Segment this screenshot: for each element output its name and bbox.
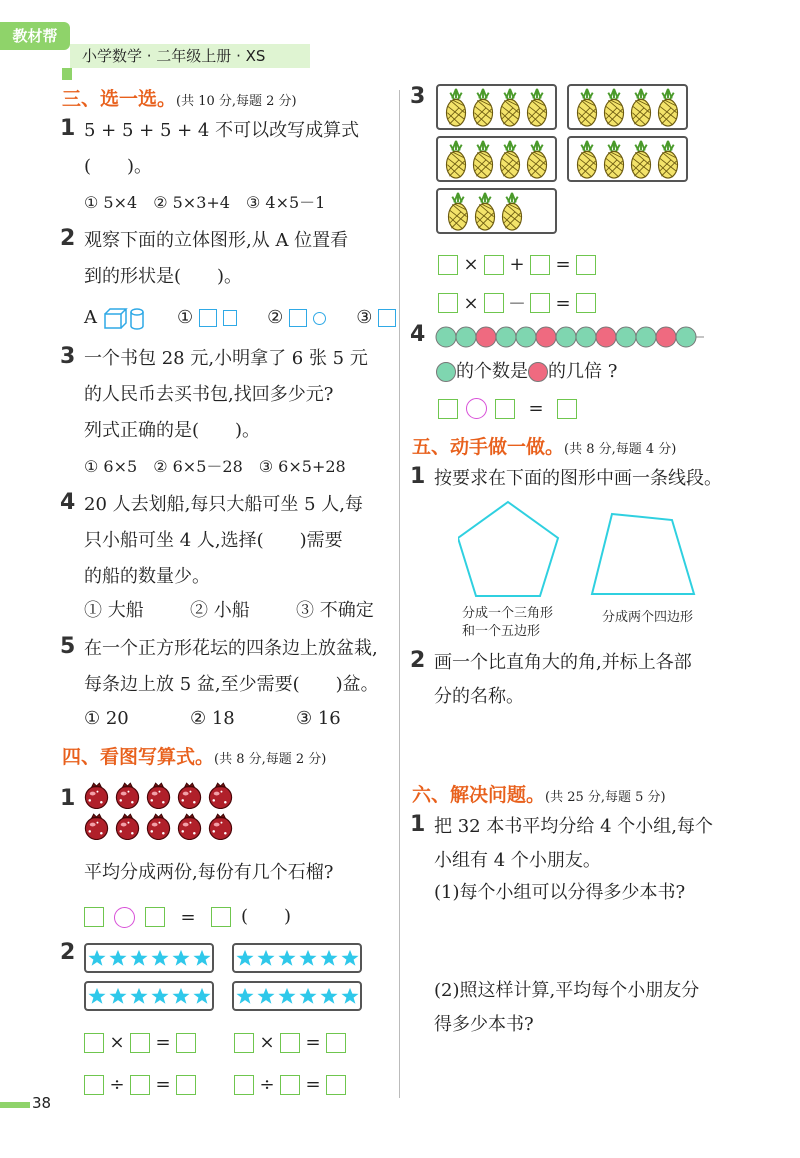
- divide-sign: ÷: [109, 1074, 125, 1095]
- answer-box[interactable]: [280, 1075, 300, 1095]
- header-accent: [62, 68, 72, 80]
- q4-3-row-2: [438, 290, 596, 316]
- answer-box[interactable]: [495, 399, 515, 419]
- pineapple-icon: [498, 87, 522, 127]
- pineapple-icon: [498, 139, 522, 179]
- star-icon: [88, 949, 106, 967]
- circle-shape-icon: [313, 312, 326, 325]
- bead-string: [434, 324, 706, 350]
- pineapple-card: [436, 188, 557, 234]
- divide-sign: ÷: [259, 1074, 275, 1095]
- q5-2-line1: 画一个比直角大的角,并标上各部: [434, 652, 692, 673]
- pomegranate-icon: [175, 813, 204, 840]
- answer-box[interactable]: [484, 293, 504, 313]
- q3-3-number: 3: [60, 344, 76, 369]
- answer-box[interactable]: [130, 1075, 150, 1095]
- position-a-label: A: [84, 307, 97, 328]
- star-icon: [257, 949, 275, 967]
- q3-2-options: [84, 303, 396, 333]
- section-6-heading: 六、解决问题。(共 25 分,每题 5 分): [412, 784, 666, 806]
- square-shape-icon: [289, 309, 307, 327]
- square-shape-icon: [378, 309, 396, 327]
- q3-4-line1: 20 人去划船,每只大船可坐 5 人,每: [84, 494, 363, 515]
- times-sign: ×: [463, 292, 479, 314]
- equals-sign: =: [155, 1032, 171, 1053]
- pineapple-cards: [436, 84, 688, 234]
- operator-circle[interactable]: [466, 398, 487, 419]
- pineapple-card: [567, 84, 688, 130]
- answer-box[interactable]: [84, 1075, 104, 1095]
- q4-1-answer-row: [84, 902, 291, 932]
- pineapple-icon: [525, 139, 549, 179]
- pineapple-card: [436, 136, 557, 182]
- pentagon-shape[interactable]: [458, 502, 558, 596]
- q3-5-line2: 每条边上放 5 盆,至少需要( )盆。: [84, 674, 379, 695]
- star-icon: [299, 987, 317, 1005]
- answer-box[interactable]: [576, 293, 596, 313]
- pink-bead-icon: [528, 362, 548, 382]
- option-1-label: ①: [177, 307, 194, 328]
- answer-box[interactable]: [557, 399, 577, 419]
- star-icon: [172, 949, 190, 967]
- section-5-heading: 五、动手做一做。(共 8 分,每题 4 分): [412, 436, 677, 458]
- q6-1-line1: 把 32 本书平均分给 4 个小组,每个: [434, 816, 713, 837]
- answer-box[interactable]: [438, 255, 458, 275]
- star-icon: [109, 949, 127, 967]
- pineapple-icon: [444, 87, 468, 127]
- q6-1-number: 1: [410, 812, 426, 837]
- times-sign: ×: [109, 1032, 125, 1053]
- section-4-score: (共 8 分,每题 2 分): [214, 752, 327, 767]
- q6-1-sub2-line2: 得多少本书?: [434, 1014, 534, 1035]
- pineapple-icon: [575, 87, 599, 127]
- quadrilateral-shape[interactable]: [592, 514, 694, 594]
- q5-1-number: 1: [410, 464, 426, 489]
- section-4-heading: 四、看图写算式。(共 8 分,每题 2 分): [62, 746, 327, 768]
- q3-5-line1: 在一个正方形花坛的四条边上放盆栽,: [84, 638, 378, 659]
- plus-sign: +: [509, 254, 525, 275]
- pineapple-icon: [602, 87, 626, 127]
- equals-sign: =: [305, 1074, 321, 1095]
- star-icon: [320, 987, 338, 1005]
- star-icon: [341, 987, 359, 1005]
- pomegranate-icon: [113, 782, 142, 809]
- q3-3-options: ① 6×5 ② 6×5－28 ③ 6×5+28: [84, 457, 346, 476]
- answer-box[interactable]: [438, 399, 458, 419]
- star-icon: [109, 987, 127, 1005]
- q4-4-question: [436, 357, 617, 387]
- answer-box[interactable]: [176, 1033, 196, 1053]
- equals-sign: =: [555, 292, 571, 314]
- pineapple-icon: [444, 139, 468, 179]
- q4-1-question: 平均分成两份,每份有几个石榴?: [84, 862, 334, 883]
- star-icon: [151, 987, 169, 1005]
- q4-3-number: 3: [410, 84, 426, 109]
- pineapple-icon: [629, 139, 653, 179]
- q3-2-line2: 到的形状是( )。: [84, 266, 243, 287]
- answer-box[interactable]: [130, 1033, 150, 1053]
- answer-box[interactable]: [280, 1033, 300, 1053]
- q4-1-number: 1: [60, 786, 76, 811]
- q3-3-line1: 一个书包 28 元,小明拿了 6 张 5 元: [84, 348, 368, 369]
- q3-4-option-3: ③ 不确定: [296, 600, 374, 621]
- star-cards: [84, 943, 362, 1011]
- star-icon: [172, 987, 190, 1005]
- pomegranate-icon: [82, 813, 111, 840]
- pomegranate-group: [82, 782, 242, 840]
- answer-box[interactable]: [326, 1033, 346, 1053]
- equals-sign: =: [155, 1074, 171, 1095]
- pineapple-icon: [446, 191, 470, 231]
- q6-1-sub1: (1)每个小组可以分得多少本书?: [434, 882, 686, 903]
- q4-2-row-1: [84, 1032, 346, 1053]
- solid-figure-icon: [103, 306, 147, 330]
- shapes-figure: [458, 500, 758, 600]
- book-tag: 教材帮: [0, 22, 70, 50]
- q3-5-option-1: ① 20: [84, 708, 129, 729]
- star-icon: [278, 949, 296, 967]
- q4-4-answer-row: [438, 398, 577, 419]
- equals-sign: =: [528, 398, 544, 419]
- pineapple-icon: [471, 139, 495, 179]
- star-icon: [299, 949, 317, 967]
- pomegranate-icon: [144, 813, 173, 840]
- star-icon: [341, 949, 359, 967]
- star-icon: [193, 987, 211, 1005]
- section-6-score: (共 25 分,每题 5 分): [545, 790, 666, 805]
- pomegranate-icon: [206, 813, 235, 840]
- answer-box[interactable]: [326, 1075, 346, 1095]
- q3-4-option-1: ① 大船: [84, 600, 144, 621]
- caption-1a: 分成一个三角形: [462, 606, 554, 621]
- option-3-label: ③: [356, 307, 373, 328]
- q3-2-line1: 观察下面的立体图形,从 A 位置看: [84, 230, 349, 251]
- star-icon: [88, 987, 106, 1005]
- section-3-heading: 三、选一选。(共 10 分,每题 2 分): [62, 88, 297, 110]
- section-3-score: (共 10 分,每题 2 分): [176, 94, 297, 109]
- answer-box[interactable]: [84, 1033, 104, 1053]
- star-card: [232, 981, 362, 1011]
- q3-4-line3: 的船的数量少。: [84, 566, 210, 587]
- answer-box[interactable]: [211, 907, 231, 927]
- q4-3-row-1: [438, 254, 596, 275]
- pomegranate-icon: [206, 782, 235, 809]
- answer-box[interactable]: [234, 1033, 254, 1053]
- pineapple-card: [436, 84, 557, 130]
- star-icon: [257, 987, 275, 1005]
- star-icon: [193, 949, 211, 967]
- answer-box[interactable]: [530, 255, 550, 275]
- star-icon: [151, 949, 169, 967]
- q3-4-option-2: ② 小船: [190, 600, 250, 621]
- pineapple-card: [567, 136, 688, 182]
- answer-box[interactable]: [438, 293, 458, 313]
- answer-box[interactable]: [530, 293, 550, 313]
- q3-5-number: 5: [60, 634, 76, 659]
- pineapple-icon: [656, 139, 680, 179]
- book-title: 小学数学 · 二年级上册 · XS: [70, 44, 310, 68]
- q4-2-number: 2: [60, 940, 76, 965]
- unit-blank: ( ): [241, 906, 292, 927]
- q3-1-text: 5 + 5 + 5 + 4 不可以改写成算式: [84, 120, 360, 141]
- q4-4-text-1: 的个数是: [456, 361, 528, 382]
- q3-1-options: ① 5×4 ② 5×3+4 ③ 4×5－1: [84, 193, 326, 212]
- pomegranate-icon: [113, 813, 142, 840]
- q3-2-number: 2: [60, 226, 76, 251]
- answer-box[interactable]: [234, 1075, 254, 1095]
- pomegranate-icon: [175, 782, 204, 809]
- star-card: [84, 981, 214, 1011]
- caption-1b: 和一个五边形: [462, 624, 541, 639]
- q3-3-line2: 的人民币去买书包,找回多少元?: [84, 384, 334, 405]
- star-icon: [236, 987, 254, 1005]
- section-5-score: (共 8 分,每题 4 分): [564, 442, 677, 457]
- q3-3-line3: 列式正确的是( )。: [84, 420, 261, 441]
- q5-2-line2: 分的名称。: [434, 686, 524, 707]
- option-2-label: ②: [267, 307, 284, 328]
- equals-sign: =: [305, 1032, 321, 1053]
- pineapple-icon: [656, 87, 680, 127]
- minus-sign: －: [508, 294, 526, 315]
- footer-accent: [0, 1102, 30, 1108]
- pineapple-icon: [575, 139, 599, 179]
- star-icon: [130, 949, 148, 967]
- pomegranate-icon: [82, 782, 111, 809]
- star-card: [84, 943, 214, 973]
- answer-box[interactable]: [576, 255, 596, 275]
- pineapple-icon: [500, 191, 524, 231]
- times-sign: ×: [259, 1032, 275, 1053]
- star-icon: [320, 949, 338, 967]
- q6-1-sub2-line1: (2)照这样计算,平均每个小朋友分: [434, 980, 700, 1001]
- green-bead-icon: [436, 362, 456, 382]
- pineapple-icon: [473, 191, 497, 231]
- q3-1-number: 1: [60, 116, 76, 141]
- q3-5-option-2: ② 18: [190, 708, 235, 729]
- operator-circle[interactable]: [114, 907, 135, 928]
- q3-1-blank: ( )。: [84, 156, 153, 177]
- q5-1-text: 按要求在下面的图形中画一条线段。: [434, 468, 722, 489]
- star-icon: [278, 987, 296, 1005]
- q5-2-number: 2: [410, 648, 426, 673]
- caption-2: 分成两个四边形: [602, 610, 694, 625]
- q4-4-text-2: 的几倍 ?: [548, 361, 618, 382]
- q4-4-number: 4: [410, 322, 426, 347]
- q3-4-number: 4: [60, 490, 76, 515]
- q3-5-option-3: ③ 16: [296, 708, 341, 729]
- star-icon: [130, 987, 148, 1005]
- star-icon: [236, 949, 254, 967]
- answer-box[interactable]: [145, 907, 165, 927]
- pomegranate-icon: [144, 782, 173, 809]
- equals-sign: =: [180, 906, 196, 928]
- q6-1-line2: 小组有 4 个小朋友。: [434, 850, 601, 871]
- answer-box[interactable]: [84, 907, 104, 927]
- pineapple-icon: [471, 87, 495, 127]
- q3-4-line2: 只小船可坐 4 人,选择( )需要: [84, 530, 343, 551]
- rectangle-shape-icon: [223, 310, 237, 326]
- column-divider: [399, 90, 400, 1098]
- pineapple-icon: [602, 139, 626, 179]
- page-number: 38: [32, 1094, 52, 1112]
- equals-sign: =: [555, 254, 571, 275]
- pineapple-icon: [525, 87, 549, 127]
- square-shape-icon: [199, 309, 217, 327]
- q4-2-row-2: [84, 1074, 346, 1095]
- star-card: [232, 943, 362, 973]
- pineapple-icon: [629, 87, 653, 127]
- answer-box[interactable]: [176, 1075, 196, 1095]
- answer-box[interactable]: [484, 255, 504, 275]
- times-sign: ×: [463, 254, 479, 275]
